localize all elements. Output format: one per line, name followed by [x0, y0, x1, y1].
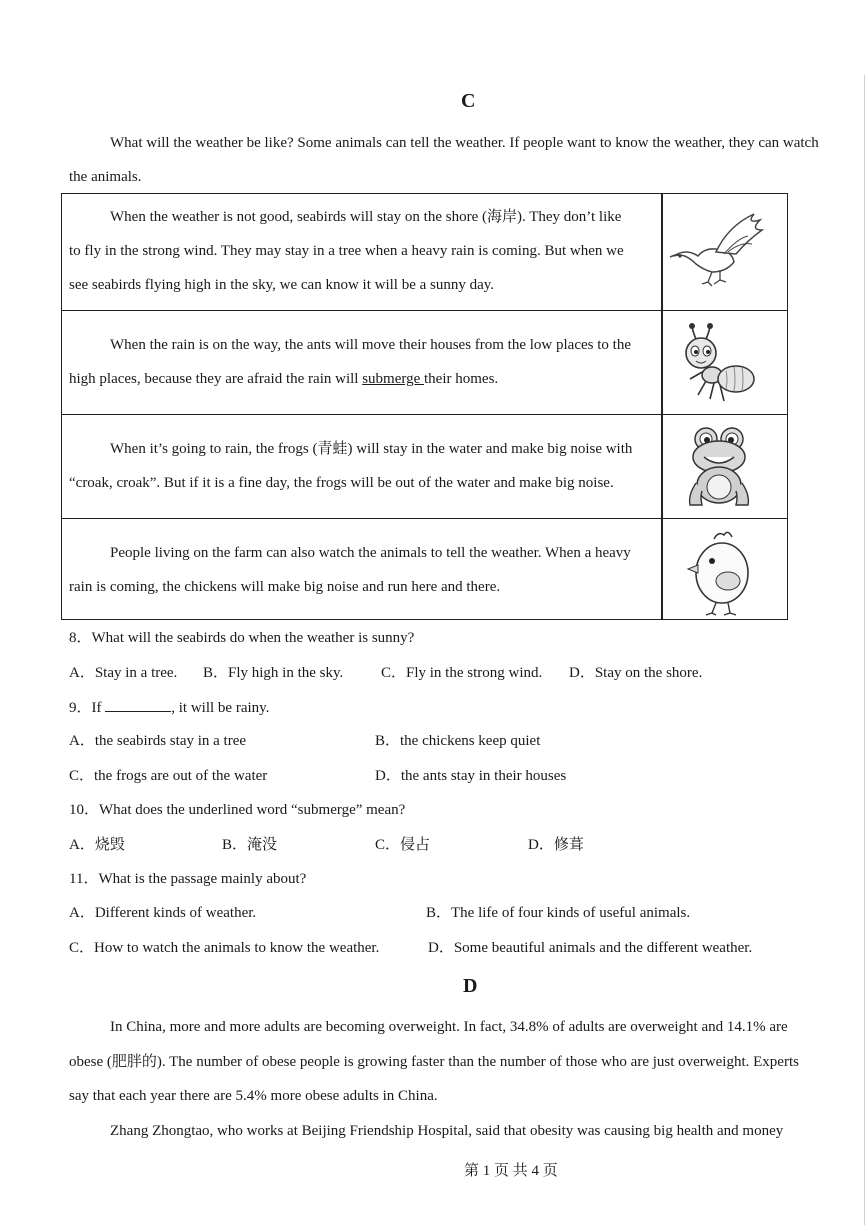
seabird-icon [666, 206, 784, 298]
q9-option-d: D．the ants stay in their houses [375, 768, 567, 784]
q9-option-b: B．the chickens keep quiet [375, 733, 541, 749]
section-d-p1-line1: In China, more and more adults are becoming overweight. In fact, 34.8% of adults are overweight and 14.1% are [110, 1019, 788, 1035]
question-10: 10．What does the underlined word “submerge” mean? [69, 802, 406, 818]
chick-icon [666, 527, 784, 617]
frog-icon [666, 421, 784, 513]
q8-option-d: D．Stay on the shore. [569, 665, 703, 681]
table-row-seabirds [62, 194, 787, 310]
section-d-p2-line1: Zhang Zhongtao, who works at Beijing Friendship Hospital, said that obesity was causing big health and money [110, 1123, 784, 1139]
q8-option-a: A．Stay in a tree. [69, 665, 178, 681]
passage-table [61, 193, 788, 620]
q8-option-b: B．Fly high in the sky. [203, 665, 344, 681]
frogs-text: When it’s going to rain, the frogs (青蛙) will stay in the water and make big noise with “croak, croak”. But if it is a fine day, the frogs will be out of the water and make big noise. [69, 441, 633, 491]
section-d-heading: D [463, 975, 478, 997]
page-footer: 第 1 页 共 4 页 [464, 1163, 558, 1179]
q10-option-d: D．修葺 [528, 837, 584, 853]
answer-blank [105, 697, 171, 712]
section-d-p1-line2: obese (肥胖的). The number of obese people is growing faster than the number of those who are just overweight. Experts [69, 1054, 799, 1070]
q11-option-d: D．Some beautiful animals and the different weather. [428, 940, 753, 956]
q9-option-c: C．the frogs are out of the water [69, 768, 268, 784]
q11-option-c: C．How to watch the animals to know the weather. [69, 940, 380, 956]
question-11: 11．What is the passage mainly about? [69, 871, 307, 887]
q8-option-c: C．Fly in the strong wind. [381, 665, 543, 681]
section-c-heading: C [461, 90, 476, 112]
chickens-text: People living on the farm can also watch the animals to tell the weather. When a heavy rain is coming, the chickens will make big noise and run here and there. [69, 545, 631, 595]
q10-option-b: B．淹没 [222, 837, 278, 853]
q11-option-b: B．The life of four kinds of useful animals. [426, 905, 691, 921]
intro-line-1: What will the weather be like? Some animals can tell the weather. If people want to know the weather, they can watch [110, 135, 819, 151]
ant-icon [666, 319, 784, 409]
seabirds-text: When the weather is not good, seabirds will stay on the shore (海岸). They don’t like to fly in the strong wind. They may stay in a tree when a heavy rain is coming. But when we see seabirds flying high in the sky, we can know it will be a sunny day. [69, 209, 624, 293]
section-d-p1-line3: say that each year there are 5.4% more obese adults in China. [69, 1088, 438, 1104]
submerge-underlined: submerge [362, 371, 424, 387]
q10-option-a: A．烧毁 [69, 837, 125, 853]
q10-option-c: C．侵占 [375, 837, 431, 853]
table-row-ants [62, 310, 787, 414]
table-row-chickens [62, 518, 787, 621]
q11-option-a: A．Different kinds of weather. [69, 905, 257, 921]
intro-line-2: the animals. [69, 169, 142, 185]
q9-option-a: A．the seabirds stay in a tree [69, 733, 247, 749]
ants-text: When the rain is on the way, the ants will move their houses from the low places to the high places, because they are afraid the rain will submerge their homes. [69, 337, 631, 387]
question-9: 9．If , it will be rainy. [69, 697, 269, 718]
question-8: 8．What will the seabirds do when the weather is sunny? [69, 630, 415, 646]
table-row-frogs [62, 414, 787, 518]
page-edge [864, 75, 865, 1225]
